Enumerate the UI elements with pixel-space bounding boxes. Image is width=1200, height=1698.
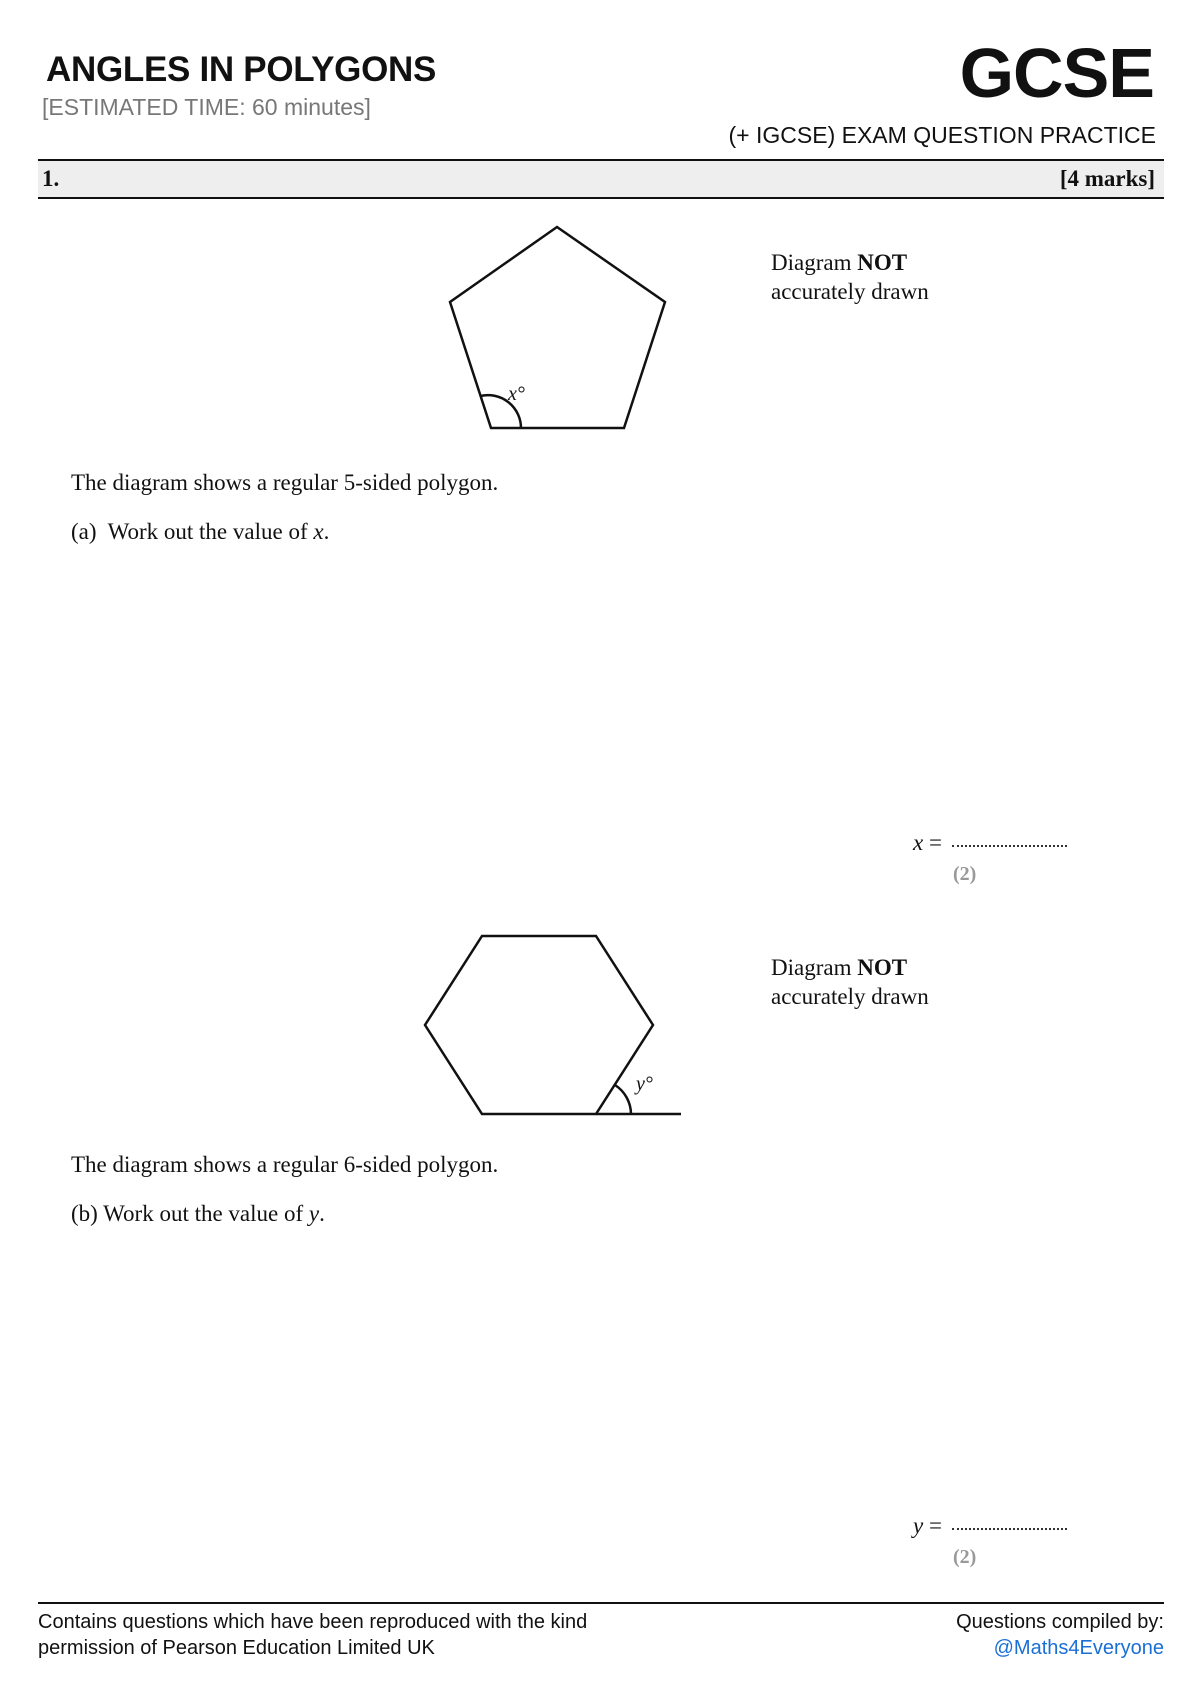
marks-part-a: (2): [953, 863, 977, 885]
diagram-note-a: Diagram NOT accurately drawn: [771, 250, 929, 304]
answer-line-y[interactable]: y =: [913, 1513, 1067, 1539]
question-total-marks: [4 marks]: [1059, 166, 1155, 191]
pentagon-diagram: [420, 215, 680, 435]
exam-practice-subtitle: (+ IGCSE) EXAM QUESTION PRACTICE: [728, 122, 1156, 148]
angle-label-y: y°: [636, 1073, 653, 1095]
diagram-note-b: Diagram NOT accurately drawn: [771, 955, 929, 1009]
marks-part-b: (2): [953, 1546, 977, 1568]
part-b-prompt: (b) Work out the value of y.: [71, 1201, 325, 1226]
worksheet-title: ANGLES IN POLYGONS: [46, 50, 437, 89]
footer-credits: Questions compiled by: @Maths4Everyone: [956, 1611, 1164, 1659]
part-a-prompt: (a) Work out the value of x.: [71, 519, 330, 544]
author-handle-link[interactable]: @Maths4Everyone: [993, 1637, 1164, 1659]
answer-line-x[interactable]: x =: [913, 830, 1067, 856]
question-header-bar: [38, 159, 1164, 199]
part-b-stem: The diagram shows a regular 6-sided polygon.: [71, 1152, 499, 1177]
footer-permission: Contains questions which have been reproduced with the kind permission of Pearson Education Limited UK: [38, 1611, 588, 1659]
hexagon-diagram: [415, 925, 695, 1125]
footer-divider: [38, 1602, 1164, 1604]
pentagon-shape: [450, 227, 665, 428]
estimated-time: [ESTIMATED TIME: 60 minutes]: [42, 94, 371, 120]
angle-label-x: x°: [508, 383, 525, 405]
part-a-stem: The diagram shows a regular 5-sided polygon.: [71, 470, 499, 495]
angle-arc-y: [615, 1085, 631, 1114]
question-number: 1.: [42, 166, 60, 191]
gcse-logo: GCSE: [959, 34, 1154, 112]
